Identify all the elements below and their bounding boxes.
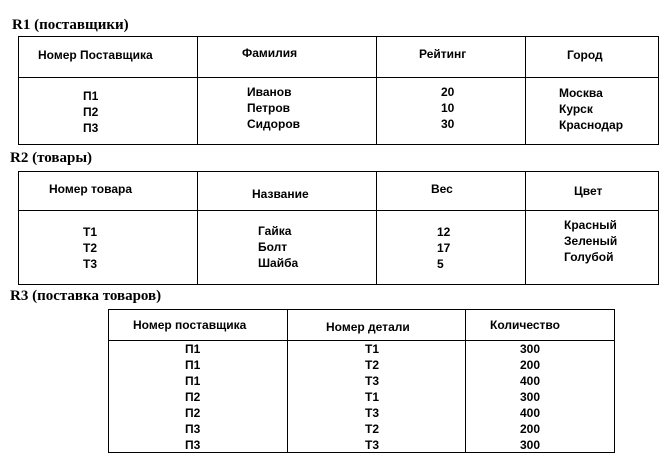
- r1-col-divider: [376, 37, 377, 144]
- table-cell: Т2: [365, 422, 380, 436]
- r2-header-color: Цвет: [574, 184, 603, 198]
- r1-cities-column: [559, 85, 623, 133]
- r3-parts-column: [365, 341, 379, 453]
- table-cell: П3: [185, 438, 201, 452]
- table-cell: П2: [83, 105, 99, 119]
- table-cell: Сидоров: [247, 117, 301, 131]
- r3-header-quantity: Количество: [490, 318, 560, 332]
- table-cell: 20: [441, 85, 455, 99]
- table-cell: Курск: [559, 102, 593, 116]
- r1-numbers-column: [83, 88, 98, 136]
- table-cell: 200: [520, 358, 541, 372]
- table-cell: 30: [441, 117, 455, 131]
- r3-col-divider: [465, 310, 466, 452]
- r3-suppliers-column: [185, 341, 200, 453]
- table-cell: 10: [441, 101, 455, 115]
- r2-col-divider: [376, 172, 377, 284]
- table-cell: Т3: [83, 257, 98, 271]
- r2-header-weight: Вес: [431, 182, 453, 196]
- table-cell: П2: [185, 390, 201, 404]
- r2-header-number: Номер товара: [49, 182, 132, 196]
- r2-names-column: [258, 223, 298, 271]
- table-cell: П1: [185, 374, 201, 388]
- r2-col-divider: [197, 172, 198, 284]
- table-cell: Зеленый: [564, 234, 618, 248]
- r2-weights-column: [437, 224, 450, 272]
- table-cell: Т3: [365, 406, 380, 420]
- table-cell: П1: [185, 342, 201, 356]
- table-cell: Т2: [365, 358, 380, 372]
- table-cell: Т3: [365, 374, 380, 388]
- table-cell: Т1: [365, 342, 380, 356]
- r1-header-divider: [19, 77, 658, 78]
- table-cell: Шайба: [258, 256, 299, 270]
- r3-header-part: Номер детали: [326, 320, 410, 334]
- r1-surnames-column: [247, 84, 300, 132]
- table-cell: Т1: [83, 225, 98, 239]
- table-cell: П3: [83, 121, 99, 135]
- r1-header-rating: Рейтинг: [419, 47, 467, 61]
- table-cell: Болт: [258, 240, 288, 254]
- r1-header-number: Номер Поставщика: [38, 48, 153, 62]
- table-cell: 400: [520, 406, 541, 420]
- r2-caption: R2 (товары): [10, 150, 93, 166]
- r2-header-name: Название: [252, 187, 309, 201]
- table-cell: 5: [437, 257, 444, 271]
- table-cell: П3: [185, 422, 201, 436]
- table-cell: 300: [520, 438, 541, 452]
- r1-table: [18, 36, 659, 145]
- r3-table: [108, 309, 615, 453]
- table-cell: Краснодар: [559, 118, 624, 132]
- table-cell: Т2: [83, 241, 98, 255]
- table-cell: 12: [437, 225, 451, 239]
- r2-colors-column: [564, 217, 617, 265]
- r1-caption: R1 (поставщики): [12, 17, 129, 33]
- table-cell: Петров: [247, 101, 291, 115]
- table-cell: Красный: [564, 218, 617, 232]
- r3-caption: R3 (поставка товаров): [10, 288, 162, 304]
- table-cell: П1: [83, 89, 99, 103]
- r2-header-divider: [19, 210, 658, 211]
- r2-numbers-column: [83, 224, 97, 272]
- table-cell: 300: [520, 342, 541, 356]
- table-cell: Иванов: [247, 85, 292, 99]
- r2-col-divider: [525, 172, 526, 284]
- r1-col-divider: [525, 37, 526, 144]
- r3-quantities-column: [520, 341, 540, 453]
- table-cell: П1: [185, 358, 201, 372]
- table-cell: 17: [437, 241, 451, 255]
- r1-header-city: Город: [567, 48, 603, 62]
- table-cell: Т1: [365, 390, 380, 404]
- table-cell: П2: [185, 406, 201, 420]
- r3-col-divider: [287, 310, 288, 452]
- table-cell: Москва: [559, 86, 603, 100]
- r1-header-surname: Фамилия: [242, 46, 298, 60]
- r2-table: [18, 171, 659, 285]
- table-cell: Т3: [365, 438, 380, 452]
- table-cell: Голубой: [564, 250, 614, 264]
- r1-col-divider: [197, 37, 198, 144]
- r1-ratings-column: [441, 84, 454, 132]
- table-cell: 300: [520, 390, 541, 404]
- r3-header-supplier: Номер поставщика: [133, 318, 247, 332]
- table-cell: Гайка: [258, 224, 292, 238]
- table-cell: 400: [520, 374, 541, 388]
- table-cell: 200: [520, 422, 541, 436]
